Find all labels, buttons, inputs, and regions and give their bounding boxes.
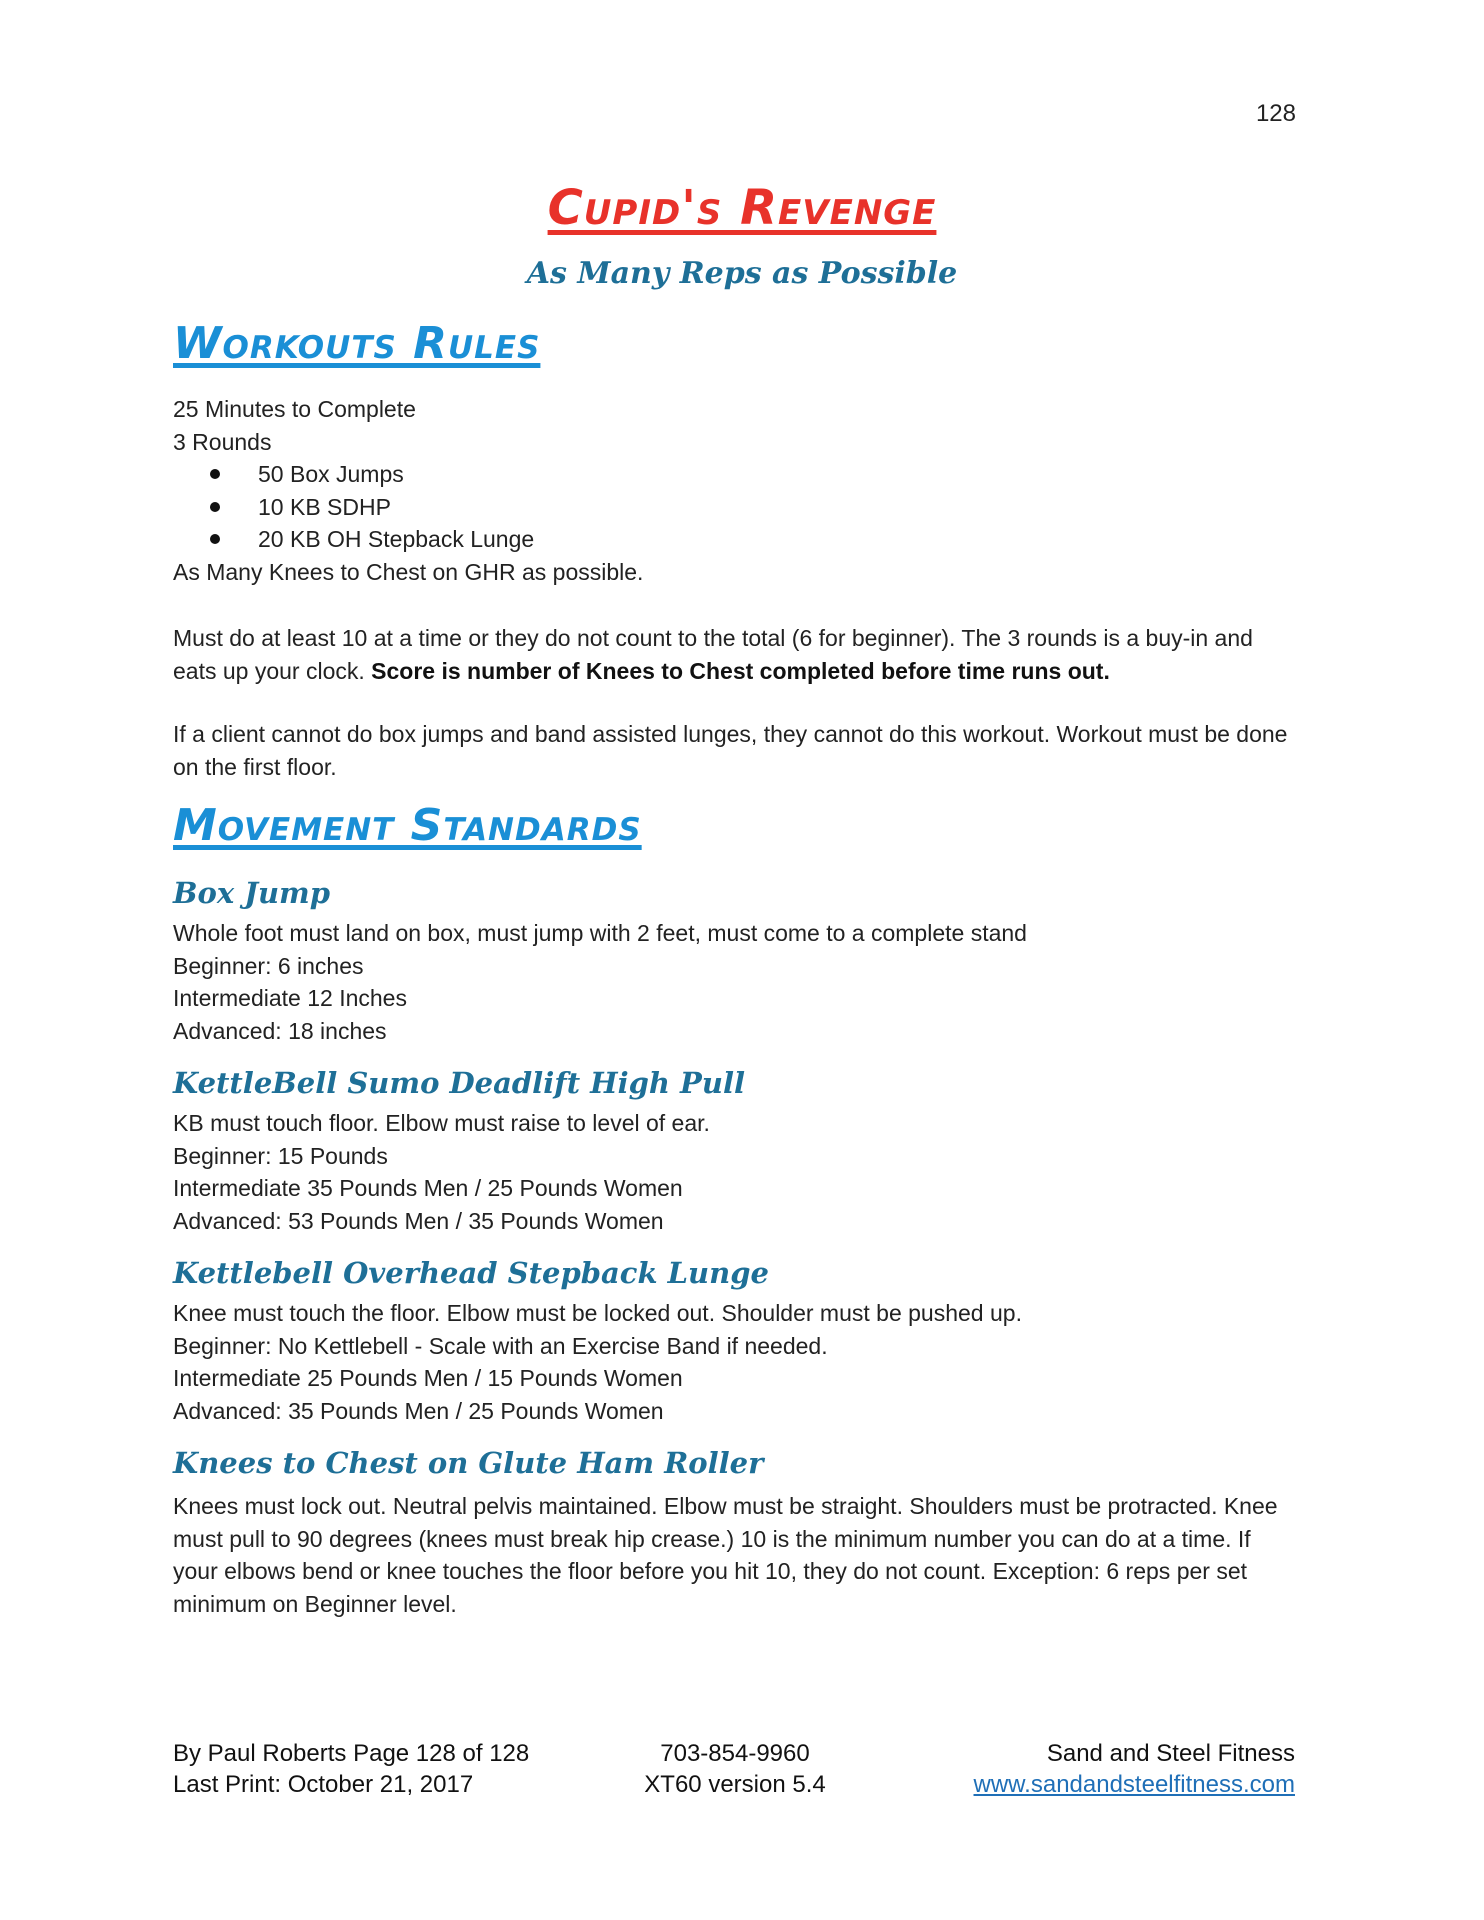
page-title-text: Cupid's Revenge bbox=[547, 180, 937, 236]
scoring-paragraph bbox=[173, 622, 1298, 687]
scoring-text: Must do at least 10 at a time or they do not count to the total (6 for beginner). The 3 rounds is a buy-in and eats up your clock. bbox=[173, 625, 1253, 684]
round-item bbox=[210, 461, 404, 488]
footer-version: XT60 version 5.4 bbox=[644, 1771, 826, 1798]
movement-line: Intermediate 12 Inches bbox=[173, 985, 407, 1011]
movement-name-box-jump: Box Jump bbox=[173, 876, 331, 910]
movement-line: Advanced: 18 inches bbox=[173, 1018, 387, 1044]
bullet-icon bbox=[210, 469, 220, 479]
round-item bbox=[210, 526, 534, 553]
scoring-emphasis: Score is number of Knees to Chest completed before time runs out. bbox=[371, 657, 1110, 684]
movement-line: Beginner: 6 inches bbox=[173, 953, 364, 979]
movement-name-kb-oh-lunge: Kettlebell Overhead Stepback Lunge bbox=[173, 1256, 769, 1290]
round-item-label: 50 Box Jumps bbox=[258, 461, 404, 487]
round-item bbox=[210, 494, 391, 521]
footer-last-print: Last Print: October 21, 2017 bbox=[173, 1771, 474, 1798]
movement-standards-heading: Movement Standards bbox=[173, 800, 642, 851]
movement-line: Advanced: 35 Pounds Men / 25 Pounds Women bbox=[173, 1398, 664, 1424]
movement-name-knees-to-chest: Knees to Chest on Glute Ham Roller bbox=[173, 1446, 764, 1480]
page-title bbox=[0, 180, 1484, 236]
bullet-icon bbox=[210, 502, 220, 512]
workout-rules-heading: Workouts Rules bbox=[173, 318, 541, 369]
movement-line: Intermediate 25 Pounds Men / 15 Pounds Women bbox=[173, 1365, 683, 1391]
workout-finisher: As Many Knees to Chest on GHR as possible. bbox=[173, 559, 644, 585]
movement-paragraph: Knees must lock out. Neutral pelvis maintained. Elbow must be straight. Shoulders must be protracted. Knee must pull to 90 degrees (knees must break hip crease.) 10 is the minimum number you can do at a time. If your elbows bend or knee touches the floor before you hit 10, they do not count. Exception: 6 reps per set minimum on Beginner level. bbox=[173, 1493, 1278, 1617]
footer-center bbox=[640, 1738, 830, 1800]
movement-line: Beginner: No Kettlebell - Scale with an Exercise Band if needed. bbox=[173, 1333, 828, 1359]
page-subtitle: As Many Reps as Possible bbox=[526, 256, 958, 291]
round-item-label: 20 KB OH Stepback Lunge bbox=[258, 526, 535, 552]
movement-line: Advanced: 53 Pounds Men / 35 Pounds Women bbox=[173, 1208, 664, 1234]
movement-line: Whole foot must land on box, must jump with 2 feet, must come to a complete stand bbox=[173, 920, 1027, 946]
footer-right bbox=[974, 1738, 1296, 1800]
movement-line: Knee must touch the floor. Elbow must be locked out. Shoulder must be pushed up. bbox=[173, 1300, 1022, 1326]
bullet-icon bbox=[210, 534, 220, 544]
round-item-label: 10 KB SDHP bbox=[258, 494, 391, 520]
eligibility-paragraph: If a client cannot do box jumps and band assisted lunges, they cannot do this workout. Workout must be done on the first floor. bbox=[173, 721, 1288, 780]
movement-name-kb-sdhp: KettleBell Sumo Deadlift High Pull bbox=[173, 1066, 745, 1100]
footer-phone: 703-854-9960 bbox=[660, 1740, 810, 1767]
workout-time: 25 Minutes to Complete bbox=[173, 396, 416, 422]
workout-rounds: 3 Rounds bbox=[173, 429, 272, 455]
footer-website-link[interactable]: www.sandandsteelfitness.com bbox=[973, 1771, 1295, 1798]
page-number: 128 bbox=[1255, 100, 1296, 127]
footer-company: Sand and Steel Fitness bbox=[1046, 1740, 1295, 1767]
movement-line: KB must touch floor. Elbow must raise to level of ear. bbox=[173, 1110, 710, 1136]
footer-left bbox=[173, 1738, 529, 1800]
movement-line: Intermediate 35 Pounds Men / 25 Pounds Women bbox=[173, 1175, 683, 1201]
footer-author-page: By Paul Roberts Page 128 of 128 bbox=[173, 1740, 530, 1767]
movement-line: Beginner: 15 Pounds bbox=[173, 1143, 388, 1169]
